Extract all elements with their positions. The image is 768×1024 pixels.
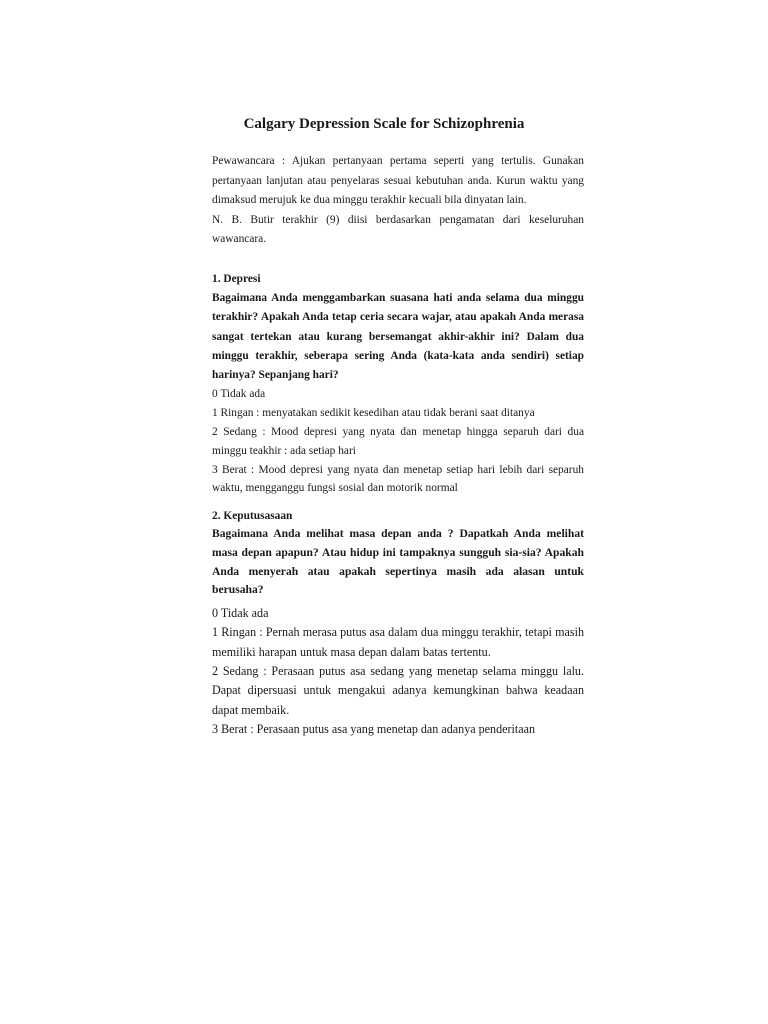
rating-option-3: 3 Berat : Mood depresi yang nyata dan menetap setiap hari lebih dari separuh waktu, mengganggu fungsi sosial dan motorik normal [212,463,584,495]
intro-section [212,152,584,250]
rating-option-1: 1 Ringan : Pernah merasa putus asa dalam dua minggu terakhir, tetapi masih memiliki harapan untuk masa depan dalam batas tertentu. [212,625,584,659]
section-heading: 2. Keputusasaan [212,510,293,522]
section-question: Bagaimana Anda melihat masa depan anda ? Dapatkah Anda melihat masa depan apapun? Atau hidup ini tampaknya sungguh sia-sia? Apakah Anda menyerah atau apakah sepertinya masih ada alasan untuk berusaha? [212,527,584,597]
rating-option-1: 1 Ringan : menyatakan sedikit kesedihan atau tidak berani saat ditanya [212,407,535,420]
document-title: Calgary Depression Scale for Schizophrenia [243,116,525,132]
section-question: Bagaimana Anda menggambarkan suasana hati anda selama dua minggu terakhir? Apakah Anda tetap ceria secara wajar, atau apakah Anda merasa sangat tertekan atau kurang bersemangat akhir-akhir ini? Dalam dua minggu terakhir, seberapa sering Anda (kata-kata anda sendiri) setiap harinya? Sepanjang hari? [212,292,584,382]
rating-options [212,385,584,498]
intro-paragraph-interviewer: Pewawancara : Ajukan pertanyaan pertama seperti yang tertulis. Gunakan pertanyaan lanjutan atau penyelaras sesuai kebutuhan anda. Kurun waktu yang dimaksud merujuk ke dua minggu terakhir kecuali bila dinyatan lain. [212,155,584,207]
section-heading: 1. Depresi [212,273,261,285]
section-depresi [212,270,584,498]
rating-options [212,604,584,739]
rating-option-0: 0 Tidak ada [212,606,269,621]
rating-option-2: 2 Sedang : Perasaan putus asa sedang yang menetap selama minggu lalu. Dapat dipersuasi untuk mengakui adanya kemungkinan bahwa keadaan dapat membaik. [212,664,584,717]
section-keputusasaan [212,507,584,739]
rating-option-0: 0 Tidak ada [212,388,266,401]
rating-option-2: 2 Sedang : Mood depresi yang nyata dan menetap hingga separuh dari dua minggu teakhir : ada setiap hari [212,426,584,457]
rating-option-3: 3 Berat : Perasaan putus asa yang menetap dan adanya penderitaan [212,721,536,736]
intro-paragraph-note: N. B. Butir terakhir (9) diisi berdasarkan pengamatan dari keseluruhan wawancara. [212,213,584,246]
